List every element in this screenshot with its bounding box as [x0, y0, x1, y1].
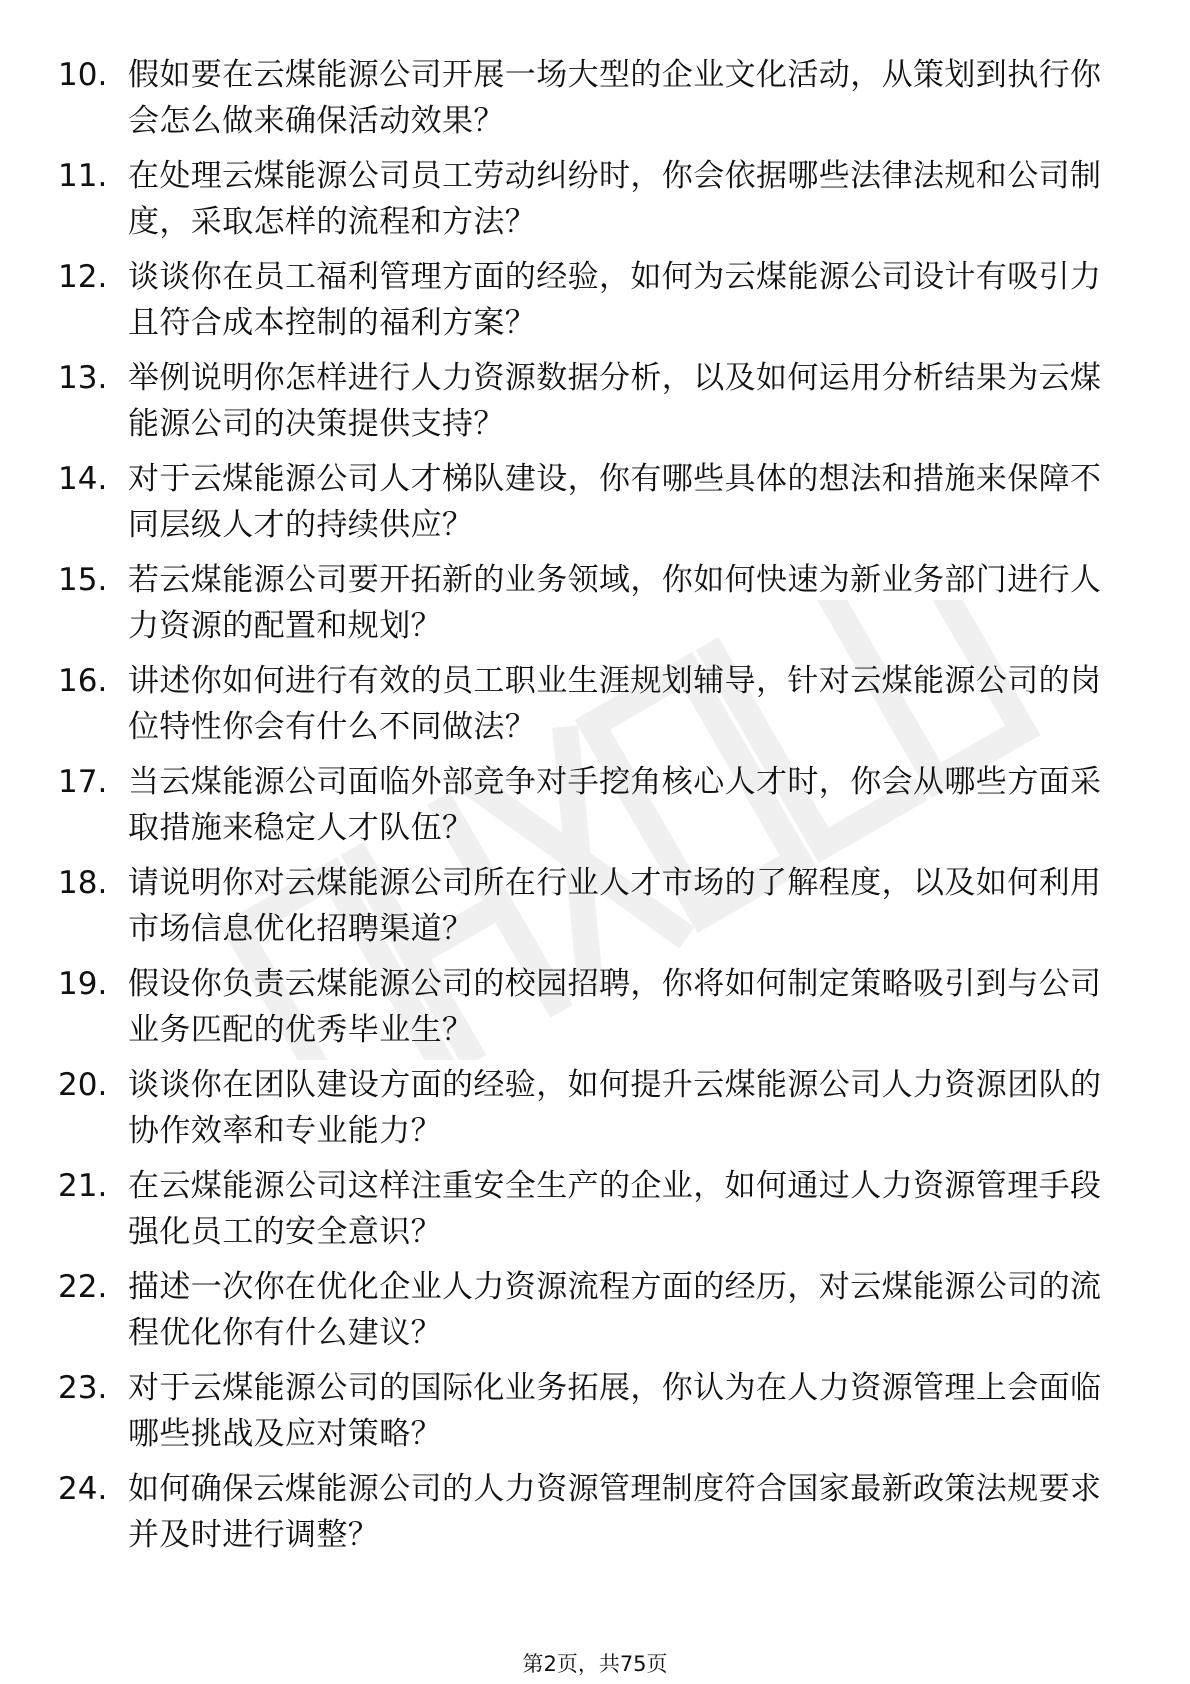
list-item [58, 153, 1138, 254]
question-number: 15. [58, 562, 108, 598]
question-number: 11. [58, 158, 108, 194]
question-number: 16. [58, 663, 108, 699]
question-text: 在云煤能源公司这样注重安全生产的企业，如何通过人力资源管理手段强化员工的安全意识？ [128, 1168, 1102, 1250]
list-item [58, 1466, 1138, 1567]
question-number: 12. [58, 259, 108, 295]
question-number: 18. [58, 865, 108, 901]
question-number: 19. [58, 966, 108, 1002]
list-item [58, 658, 1138, 759]
question-number: 20. [58, 1067, 108, 1103]
question-number: 22. [58, 1269, 108, 1305]
question-number: 24. [58, 1471, 108, 1507]
page-number-footer: 第2页，共75页 [522, 1652, 668, 1676]
list-item [58, 456, 1138, 557]
list-item [58, 254, 1138, 355]
question-text: 讲述你如何进行有效的员工职业生涯规划辅导，针对云煤能源公司的岗位特性你会有什么不同做法？ [128, 663, 1102, 745]
list-item [58, 860, 1138, 961]
question-text: 对于云煤能源公司人才梯队建设，你有哪些具体的想法和措施来保障不同层级人才的持续供应？ [128, 461, 1102, 543]
list-item [58, 1163, 1138, 1264]
list-item [58, 1365, 1138, 1466]
question-number: 13. [58, 360, 108, 396]
question-text: 当云煤能源公司面临外部竞争对手挖角核心人才时，你会从哪些方面采取措施来稳定人才队伍？ [128, 764, 1102, 846]
question-text: 如何确保云煤能源公司的人力资源管理制度符合国家最新政策法规要求并及时进行调整？ [128, 1471, 1102, 1553]
list-item [58, 961, 1138, 1062]
question-number: 14. [58, 461, 108, 497]
question-number: 23. [58, 1370, 108, 1406]
question-text: 请说明你对云煤能源公司所在行业人才市场的了解程度，以及如何利用市场信息优化招聘渠道？ [128, 865, 1102, 947]
question-number: 21. [58, 1168, 108, 1204]
question-text: 在处理云煤能源公司员工劳动纠纷时，你会依据哪些法律法规和公司制度，采取怎样的流程和方法？ [128, 158, 1102, 240]
question-text: 谈谈你在团队建设方面的经验，如何提升云煤能源公司人力资源团队的协作效率和专业能力？ [128, 1067, 1102, 1149]
question-text: 举例说明你怎样进行人力资源数据分析，以及如何运用分析结果为云煤能源公司的决策提供支持？ [128, 360, 1102, 442]
list-item [58, 52, 1138, 153]
question-text: 假设你负责云煤能源公司的校园招聘，你将如何制定策略吸引到与公司业务匹配的优秀毕业生？ [128, 966, 1102, 1048]
question-text: 若云煤能源公司要开拓新的业务领域，你如何快速为新业务部门进行人力资源的配置和规划？ [128, 562, 1102, 644]
question-text: 假如要在云煤能源公司开展一场大型的企业文化活动，从策划到执行你会怎么做来确保活动效果？ [128, 57, 1102, 139]
question-number: 10. [58, 57, 108, 93]
list-item [58, 759, 1138, 860]
list-item [58, 1264, 1138, 1365]
list-item [58, 1062, 1138, 1163]
list-item [58, 355, 1138, 456]
question-text: 对于云煤能源公司的国际化业务拓展，你认为在人力资源管理上会面临哪些挑战及应对策略？ [128, 1370, 1102, 1452]
list-item [58, 557, 1138, 658]
question-text: 描述一次你在优化企业人力资源流程方面的经历，对云煤能源公司的流程优化你有什么建议？ [128, 1269, 1102, 1351]
question-text: 谈谈你在员工福利管理方面的经验，如何为云煤能源公司设计有吸引力且符合成本控制的福利方案？ [128, 259, 1102, 341]
question-list [58, 52, 1138, 1567]
question-number: 17. [58, 764, 108, 800]
